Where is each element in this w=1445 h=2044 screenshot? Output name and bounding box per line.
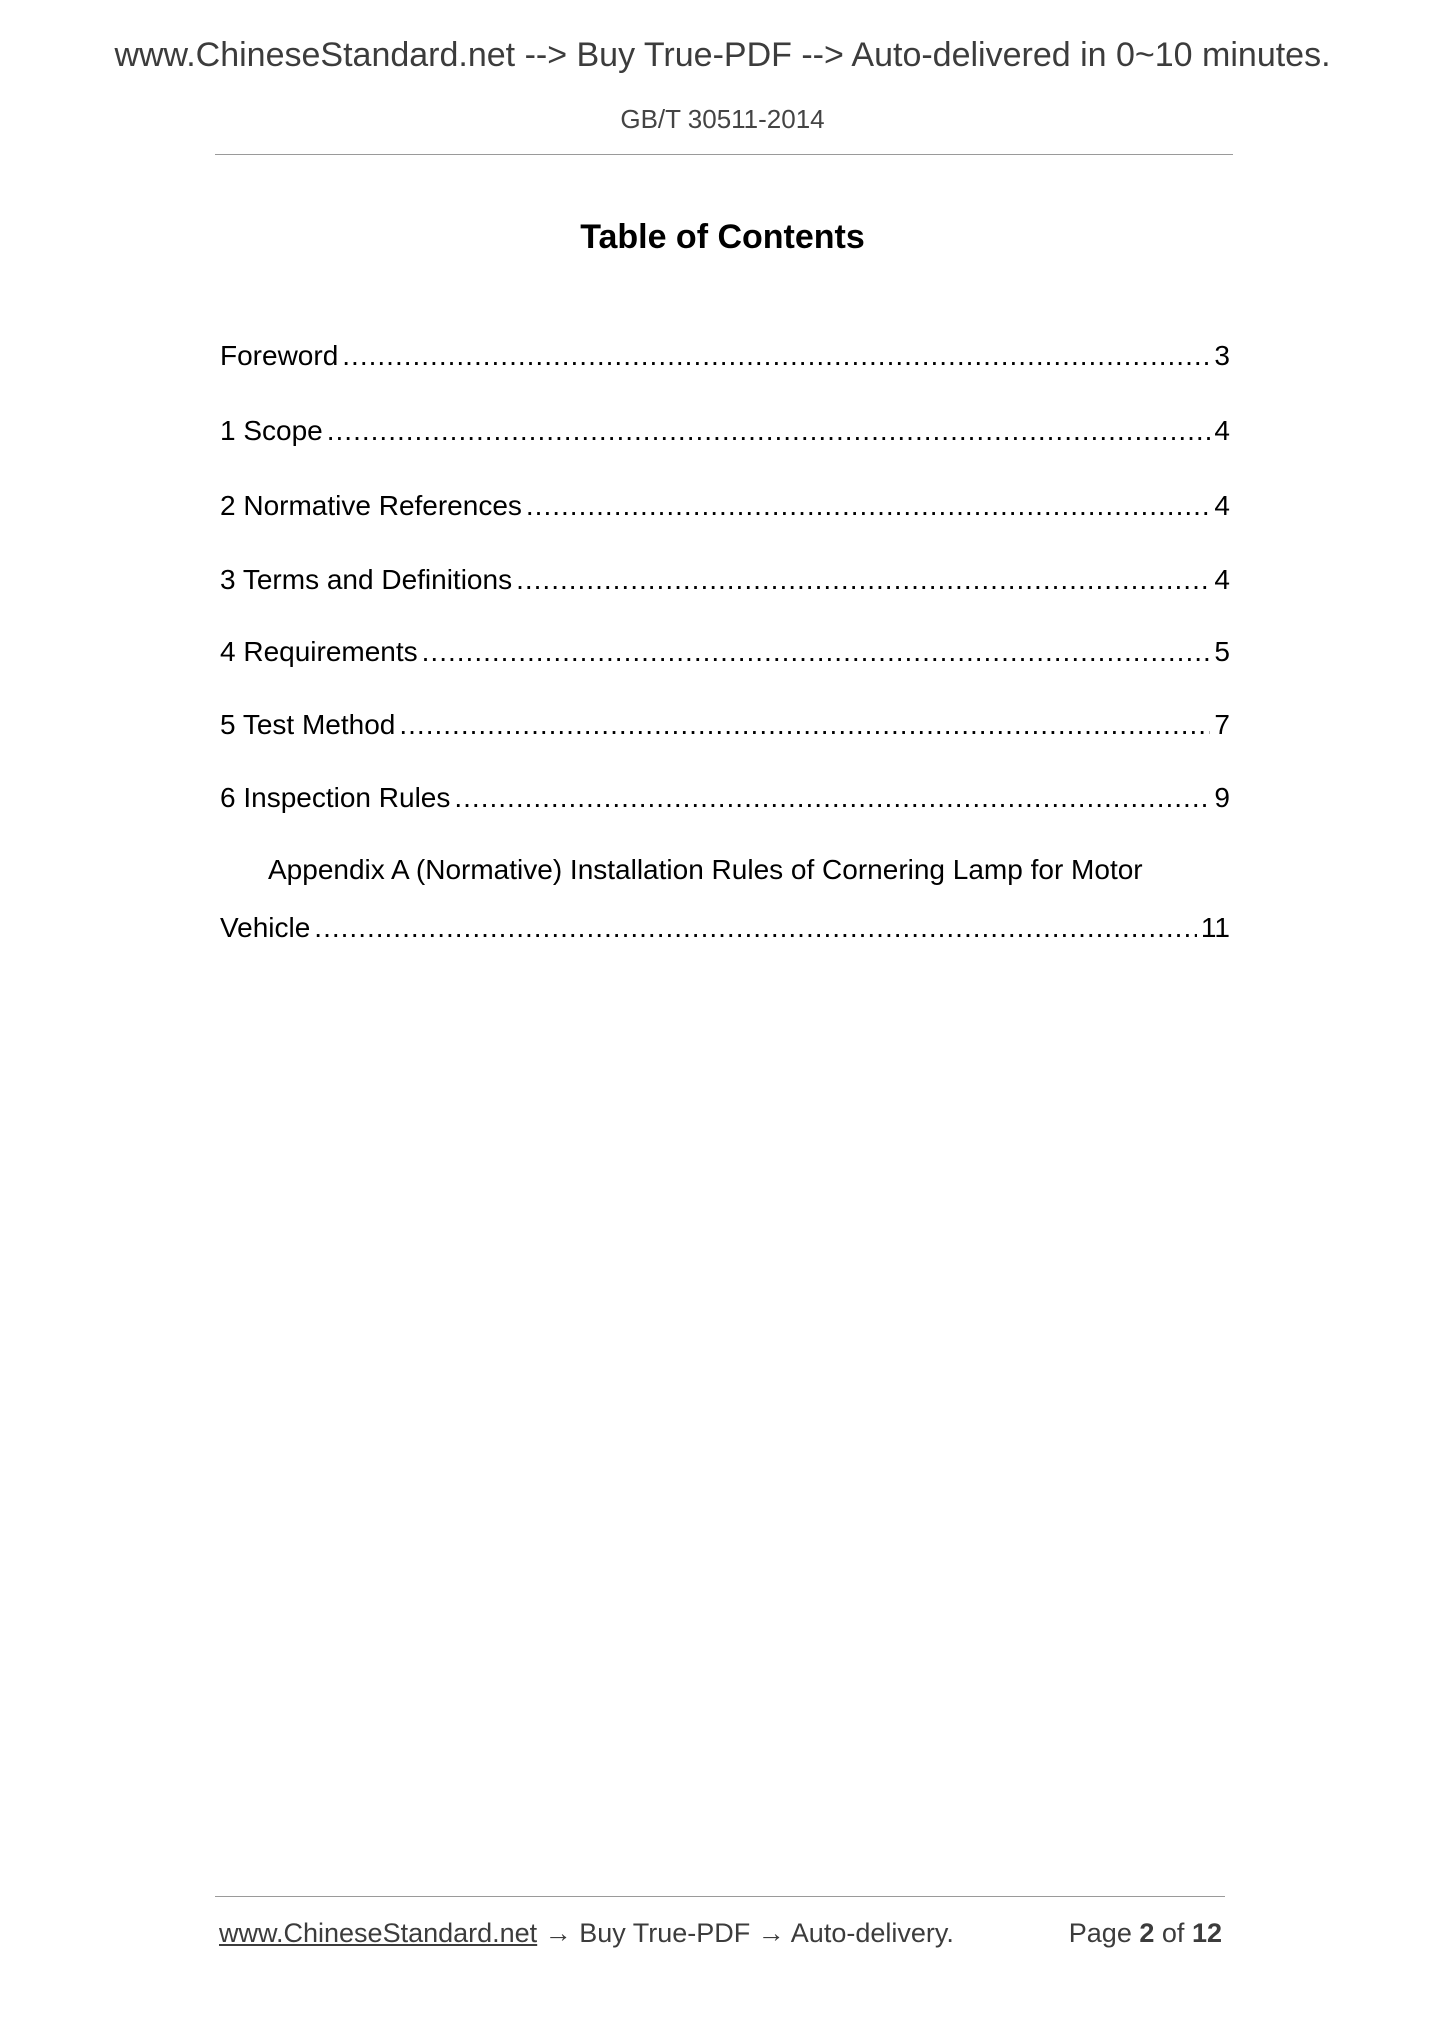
toc-entry-page: 3 bbox=[1214, 340, 1230, 371]
toc-entry-label: Foreword bbox=[220, 340, 339, 371]
toc-entry-label: Vehicle bbox=[220, 912, 311, 943]
current-page: 2 bbox=[1139, 1918, 1155, 1948]
toc-entry-foreword[interactable] bbox=[220, 339, 1230, 373]
page-number bbox=[1069, 1918, 1222, 1949]
toc-entry-terms-definitions[interactable] bbox=[220, 563, 1230, 597]
toc-entry-label: 4 Requirements bbox=[220, 636, 418, 667]
arrow-right-icon: → bbox=[757, 1918, 785, 1948]
of-word: of bbox=[1161, 1918, 1185, 1948]
total-pages: 12 bbox=[1191, 1918, 1222, 1948]
toc-leader-dots bbox=[454, 781, 1210, 815]
toc-entry-appendix-a-title[interactable]: Appendix A (Normative) Installation Rules of Cornering Lamp for Motor bbox=[268, 854, 1143, 885]
toc-entry-scope[interactable] bbox=[220, 414, 1230, 448]
footer-site-link[interactable]: www.ChineseStandard.net bbox=[219, 1918, 538, 1948]
footer-delivery-text: Auto-delivery. bbox=[790, 1918, 954, 1948]
toc-entry-label: 3 Terms and Definitions bbox=[220, 564, 513, 595]
toc-entry-inspection-rules[interactable] bbox=[220, 781, 1230, 815]
toc-entry-page: 5 bbox=[1214, 636, 1230, 667]
toc-leader-dots bbox=[516, 563, 1210, 597]
toc-entry-label: 1 Scope bbox=[220, 415, 323, 446]
toc-leader-dots bbox=[327, 414, 1211, 448]
footer-promo bbox=[219, 1918, 954, 1949]
toc-entry-page: 11 bbox=[1200, 912, 1230, 943]
document-code: GB/T 30511-2014 bbox=[620, 104, 825, 134]
toc-leader-dots bbox=[422, 635, 1211, 669]
toc-title: Table of Contents bbox=[580, 218, 865, 256]
toc-entry-page: 9 bbox=[1214, 782, 1230, 813]
toc-entry-label: 6 Inspection Rules bbox=[220, 782, 451, 813]
toc-entry-label: 2 Normative References bbox=[220, 490, 522, 521]
toc-entry-test-method[interactable] bbox=[220, 708, 1230, 742]
toc-entry-page: 7 bbox=[1214, 709, 1230, 740]
toc-leader-dots bbox=[314, 911, 1197, 945]
arrow-right-icon: → bbox=[544, 1918, 572, 1948]
top-banner: www.ChineseStandard.net --> Buy True-PDF --> Auto-delivered in 0~10 minutes. bbox=[114, 36, 1331, 74]
toc-entry-page: 4 bbox=[1214, 564, 1230, 595]
toc-entry-appendix-a[interactable] bbox=[220, 911, 1230, 945]
toc-leader-dots bbox=[526, 489, 1211, 523]
toc-entry-normative-references[interactable] bbox=[220, 489, 1230, 523]
footer-divider bbox=[215, 1896, 1225, 1897]
page-word: Page bbox=[1068, 1918, 1132, 1948]
footer-buy-text: Buy True-PDF bbox=[579, 1918, 751, 1948]
toc-entry-requirements[interactable] bbox=[220, 635, 1230, 669]
toc-leader-dots bbox=[342, 339, 1210, 373]
toc-entry-page: 4 bbox=[1214, 415, 1230, 446]
header-divider bbox=[215, 154, 1233, 155]
toc-leader-dots bbox=[399, 708, 1210, 742]
toc-entry-page: 4 bbox=[1214, 490, 1230, 521]
toc-entry-label: 5 Test Method bbox=[220, 709, 396, 740]
